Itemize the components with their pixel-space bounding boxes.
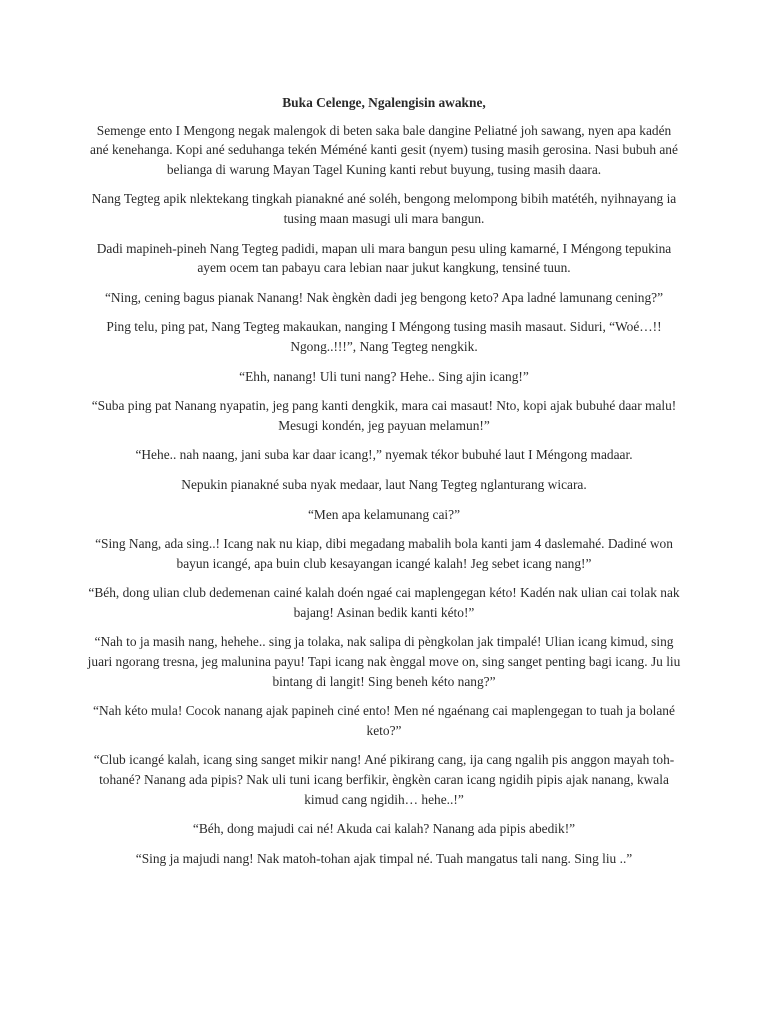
paragraph: “Men apa kelamunang cai?” xyxy=(307,506,461,522)
paragraph: “Béh, dong ulian club dedemenan cainé kalah doén ngaé cai maplengegan kéto! Kadén nak ulian cai tolak nak bajang! Asinan bedik kanti kéto!” xyxy=(88,585,680,620)
paragraph: Nepukin pianakné suba nyak medaar, laut Nang Tegteg nglanturang wicara. xyxy=(181,476,587,492)
paragraph: Dadi mapineh-pineh Nang Tegteg padidi, mapan uli mara bangun pesu uling kamarné, I Méngong tepukina ayem ocem tan pabayu cara lebian naar jukut kangkung, tensiné tuun. xyxy=(96,240,672,276)
paragraph: “Sing Nang, ada sing..! Icang nak nu kiap, dibi megadang mabalih bola kanti jam 4 daslemahé. Dadiné won bayun icangé, apa buin club kesayangan icangé kalah! Jeg sebet icang nang!” xyxy=(95,536,673,571)
paragraph: “Sing ja majudi nang! Nak matoh-tohan ajak timpal né. Tuah mangatus tali nang. Sing liu ..” xyxy=(135,850,633,866)
paragraph: “Ehh, nanang! Uli tuni nang? Hehe.. Sing ajin icang!” xyxy=(239,368,529,384)
paragraph: “Nah kéto mula! Cocok nanang ajak papineh ciné ento! Men né ngaénang cai maplengegan to tuah ja bolané keto?” xyxy=(93,703,675,738)
paragraph: “Club icangé kalah, icang sing sanget mikir nang! Ané pikirang cang, ija cang ngalih pis anggon mayah toh-tohané? Nanang ada pipis? Nak uli tuni icang berfikir, èngkèn caran icang ngidih pipis ajak nanang, kwala kimud cang ngidih… hehe..!” xyxy=(93,752,675,807)
paragraph: “Ning, cening bagus pianak Nanang! Nak èngkèn dadi jeg bengong keto? Apa ladné lamunang cening?” xyxy=(104,289,664,305)
paragraph: Nang Tegteg apik nlektekang tingkah pianakné ané soléh, bengong melompong bibih matétéh, nyihnayang ia tusing maan masugi uli mara bangun. xyxy=(91,191,677,226)
paragraph: Ping telu, ping pat, Nang Tegteg makaukan, nanging I Méngong tusing masih masaut. Siduri, “Woé…!! Ngong..!!!”, Nang Tegteg nengkik. xyxy=(106,319,662,354)
document-title: Buka Celenge, Ngalengisin awakne, xyxy=(282,95,486,110)
paragraph: “Suba ping pat Nanang nyapatin, jeg pang kanti dengkik, mara cai masaut! Nto, kopi ajak bubuhé daar malu! Mesugi kondén, jeg payuan melamun!” xyxy=(91,398,677,433)
paragraph: Semenge ento I Mengong negak malengok di beten saka bale dangine Peliatné joh sawang, nyen apa kadén ané kenehanga. Kopi ané seduhanga tekén Méméné kanti gesit (nyem) tusing masih gerosina. Nasi bubuh ané belianga di warung Mayan Tagel Kuning kanti rebut buyung, tusing masih daara. xyxy=(90,122,678,177)
paragraph: “Hehe.. nah naang, jani suba kar daar icang!,” nyemak tékor bubuhé laut I Méngong madaar. xyxy=(135,447,633,463)
paragraph: “Béh, dong majudi cai né! Akuda cai kalah? Nanang ada pipis abedik!” xyxy=(192,821,576,837)
paragraph: “Nah to ja masih nang, hehehe.. sing ja tolaka, nak salipa di pèngkolan jak timpalé! Ulian icang kimud, sing juari ngorang tresna, jeg malunina payu! Tapi icang nak ènggal move on, sing sanget penting bagi icang. Ju liu bintang di langit! Sing beneh kéto nang?” xyxy=(87,634,681,689)
